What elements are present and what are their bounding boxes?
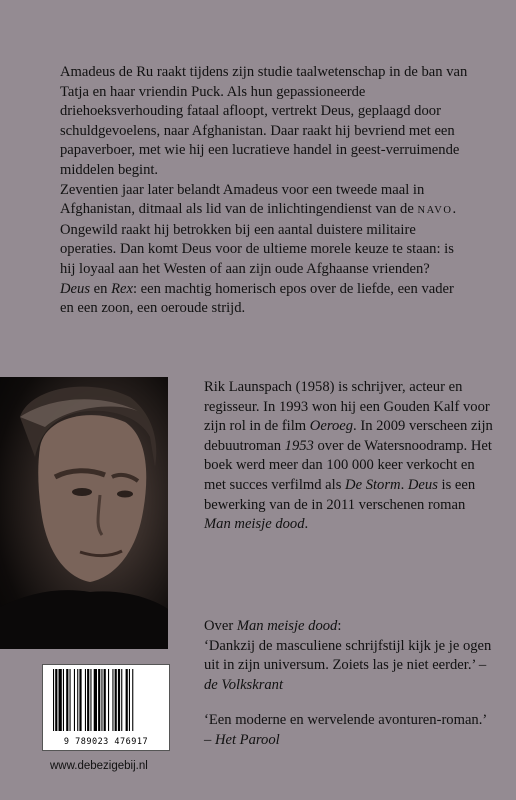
barcode-bar	[129, 669, 130, 731]
publisher-website[interactable]: www.debezigebij.nl	[50, 760, 148, 772]
barcode-bar	[53, 669, 54, 731]
barcode-bar	[98, 669, 100, 731]
quote-volkskrant: ‘Dankzij de masculiene schrijfstijl kijk je je ogen uit in zijn universum. Zoiets las je niet eerder.’ – de Volkskrant	[204, 637, 492, 693]
author-bio: Rik Launspach (1958) is schrijver, acteur en regisseur. In 1993 won hij een Gouden Kalf voor zijn rol in de film Oeroeg. In 2009 verscheen zijn debuutroman 1953 over de Watersnoodramp. Het boek werd meer dan 100 000 keer verkocht en met succes verfilmd als De Storm. Deus is een bewerking van de in 2011 verschenen roman Man meisje dood.	[204, 379, 493, 533]
title-deus: Deus	[60, 280, 90, 297]
barcode-bar	[126, 669, 128, 731]
quote-parool: ‘Een moderne en wervelende avonturen-roman.’ – Het Parool	[204, 712, 487, 748]
blurb-paragraph-3: Deus en Rex: een machtig homerisch epos over de liefde, een vader en een zoon, een oeroude strijd.	[60, 280, 454, 317]
blurb-text	[60, 63, 470, 319]
deus-title: Deus	[407, 476, 438, 493]
quote-source: de Volkskrant	[204, 676, 284, 693]
barcode-bar	[101, 669, 102, 731]
barcode-bar	[87, 669, 89, 731]
press-quotes	[204, 617, 494, 751]
barcode-bar	[63, 669, 64, 731]
barcode-bar	[108, 669, 109, 731]
debut-title: 1953	[284, 437, 314, 454]
barcode-bar	[115, 669, 117, 731]
barcode	[42, 664, 170, 751]
film-title: Oeroeg	[309, 418, 354, 435]
blurb-paragraph-1: Amadeus de Ru raakt tijdens zijn studie taalwetenschap in de ban van Tatja en haar vriendin Puck. Als hun gepassioneerde driehoeksverhouding fataal afloopt, vertrekt Deus, geplaagd door schuldgevoelens, naar Afghanistan. Daar raakt hij bevriend met een papaverboer, met wie hij een lucratieve handel in geest-verruimende middelen begint.	[60, 64, 468, 178]
barcode-bar	[121, 669, 122, 731]
quotes-heading: Over Man meisje dood:	[204, 618, 342, 634]
barcode-bar	[59, 669, 62, 731]
barcode-bar	[70, 669, 71, 731]
barcode-bar	[94, 669, 97, 731]
isbn-number: 9 789023 476917	[63, 737, 149, 747]
blurb-paragraph-2: Zeventien jaar later belandt Amadeus voor een tweede maal in Afghanistan, ditmaal als lid van de inlichtingendienst van de NAVO. Ongewild raakt hij betrokken bij een aantal duistere militaire operaties. Dan komt Deus voor de ultieme morele keuze te staan: is hij loyaal aan het Westen of aan zijn oude Afghaanse vrienden?	[60, 181, 457, 277]
navo-abbreviation: NAVO	[417, 205, 453, 217]
barcode-bar	[77, 669, 78, 731]
barcode-bar	[132, 669, 133, 731]
barcode-bar	[104, 669, 106, 731]
title-rex: Rex	[111, 280, 133, 297]
barcode-bar	[90, 669, 91, 731]
quote-source: Het Parool	[214, 731, 280, 748]
barcode-bar	[112, 669, 113, 731]
barcode-bar	[55, 669, 57, 731]
author-photo	[0, 377, 168, 649]
barcode-bar	[74, 669, 75, 731]
barcode-bar	[66, 669, 68, 731]
barcode-bar	[118, 669, 120, 731]
movie-title: De Storm	[345, 476, 401, 493]
barcode-bar	[79, 669, 81, 731]
barcode-bars	[51, 669, 161, 731]
barcode-bar	[85, 669, 86, 731]
novel-title: Man meisje dood	[204, 516, 305, 533]
